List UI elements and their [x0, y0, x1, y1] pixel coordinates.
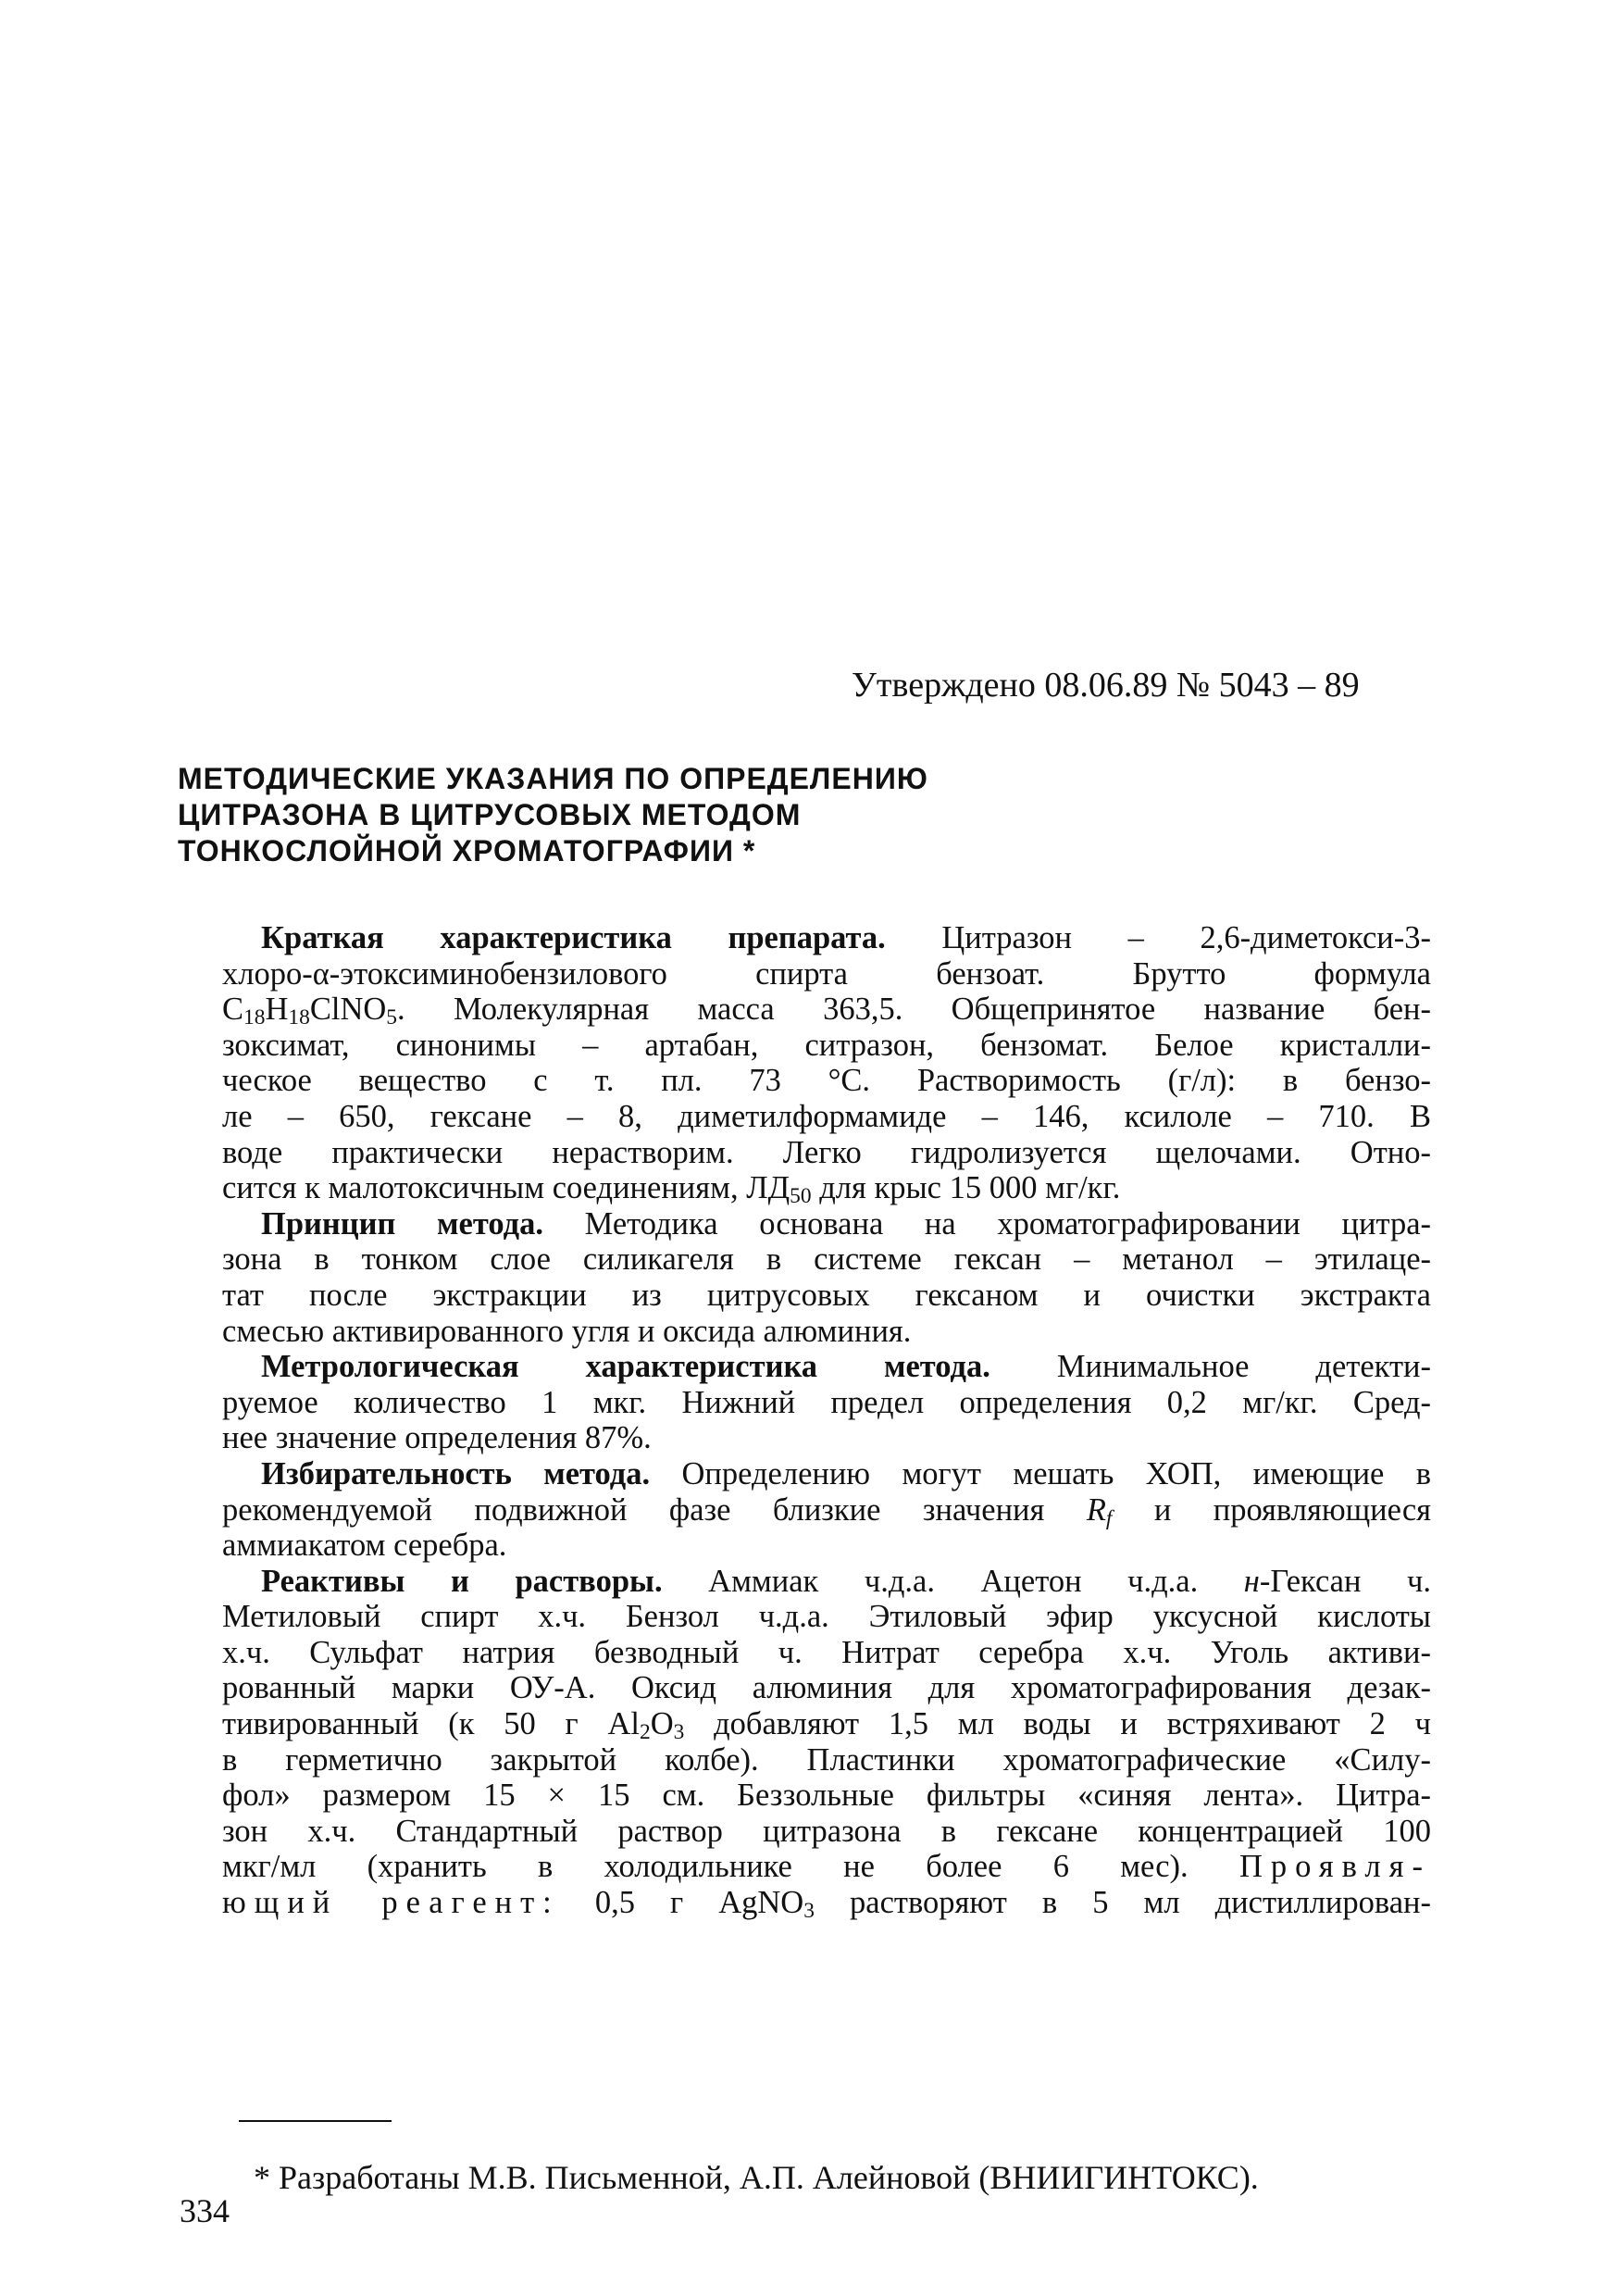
document-title	[178, 761, 1196, 869]
paragraph-line: рованный марки ОУ-А. Оксид алюминия для хроматографирования дезак-	[222, 1670, 1431, 1706]
text-run: растворяют в 5 мл дистиллирован-	[814, 1885, 1431, 1921]
subscript: 3	[803, 1899, 815, 1924]
paragraph-line: зона в тонком слое силикагеля в системе гексан – метанол – этилаце-	[222, 1242, 1431, 1278]
paragraph-line: фол» размером 15 × 15 см. Беззольные фильтры «синяя лента». Цитра-	[222, 1778, 1431, 1814]
text-run: и проявляющиеся	[1112, 1491, 1431, 1528]
paragraph-line: воде практически нерастворим. Легко гидролизуется щелочами. Отно-	[222, 1134, 1431, 1170]
italic-n: н	[1243, 1563, 1260, 1599]
rf-symbol: R	[1086, 1491, 1106, 1528]
formula-h: H	[265, 992, 289, 1028]
paragraph-line: нее значение определения 87%.	[222, 1420, 652, 1456]
paragraph-line: ле – 650, гексане – 8, диметилформамиде – 146, ксилоле – 710. В	[222, 1098, 1431, 1134]
section-heading-selectivity: Избирательность метода.	[261, 1455, 651, 1491]
text-run: добавляют 1,5 мл воды и встряхивают 2 ч	[684, 1706, 1431, 1742]
formula-c: C	[222, 992, 244, 1028]
document-body	[222, 920, 1432, 1924]
paragraph-line	[222, 1885, 1431, 1924]
section-heading-brief: Краткая характеристика препарата.	[261, 920, 886, 955]
paragraph-line: аммиакатом серебра.	[222, 1528, 507, 1564]
text-run: Методика основана на хроматографировании цитра-	[584, 1205, 1431, 1242]
paragraph-line: зоксимат, синонимы – артабан, ситразон, бензомат. Белое кристалли-	[222, 1027, 1431, 1063]
title-line-3: ТОНКОСЛОЙНОЙ ХРОМАТОГРАФИИ *	[178, 834, 756, 867]
subscript: 2	[639, 1720, 651, 1745]
text-run: Минимальное детекти-	[1056, 1349, 1432, 1385]
paragraph-line	[261, 1456, 1431, 1492]
paragraph-line: зон х.ч. Стандартный раствор цитразона в гексане концентрацией 100	[222, 1813, 1431, 1849]
subscript: 5	[386, 1005, 398, 1030]
paragraph-line	[222, 992, 1431, 1028]
paragraph-line: ческое вещество с т. пл. 73 °С. Растворимость (г/л): в бензо-	[222, 1063, 1431, 1099]
subscript: 18	[288, 1005, 310, 1030]
text-run: сится к малотоксичным соединениям, ЛД	[222, 1170, 790, 1206]
text-run: Определению могут мешать ХОП, имеющие в	[681, 1455, 1432, 1491]
paragraph-line	[222, 1849, 1431, 1885]
subscript: 50	[790, 1184, 812, 1209]
text-run: тивированный (к 50 г Al	[222, 1706, 640, 1742]
text-run: Аммиак ч.д.а. Ацетон ч.д.а.	[708, 1563, 1244, 1599]
text-run: мкг/мл (хранить в холодильнике не более 6 мес).	[222, 1849, 1239, 1885]
text-run: 0,5 г AgNO	[559, 1885, 804, 1921]
paragraph-line	[222, 1492, 1431, 1529]
paragraph-line: тат после экстракции из цитрусовых гексаном и очистки экстракта	[222, 1277, 1431, 1313]
footnote: * Разработаны М.В. Письменной, А.П. Алейновой (ВНИИГИНТОКС).	[254, 2159, 1259, 2196]
paragraph-line: в герметично закрытой колбе). Пластинки хроматографические «Силу-	[222, 1741, 1431, 1778]
text-run: для крыс 15 000 мг/кг.	[811, 1170, 1121, 1206]
formula-clno: ClNO	[309, 992, 387, 1028]
formula-o: O	[650, 1706, 674, 1742]
paragraph-line: смесью активированного угля и оксида алюминия.	[222, 1313, 912, 1349]
title-line-2: ЦИТРАЗОНА В ЦИТРУСОВЫХ МЕТОДОМ	[178, 798, 802, 831]
text-run: . Молекулярная масса 363,5. Общепринятое название бен-	[397, 992, 1431, 1028]
approval-stamp: Утверждено 08.06.89 № 5043 – 89	[852, 666, 1360, 705]
subscript: 18	[243, 1005, 266, 1030]
paragraph-line	[261, 1349, 1431, 1385]
text-run: Цитразон – 2,6-диметокси-3-	[941, 920, 1431, 955]
paragraph-line	[261, 1206, 1431, 1242]
page-number: 334	[180, 2192, 230, 2229]
text-run: рекомендуемой подвижной фазе близкие значения	[222, 1491, 1087, 1528]
title-line-1: МЕТОДИЧЕСКИЕ УКАЗАНИЯ ПО ОПРЕДЕЛЕНИЮ	[178, 762, 928, 795]
paragraph-line: х.ч. Сульфат натрия безводный ч. Нитрат серебра х.ч. Уголь активи-	[222, 1634, 1431, 1670]
paragraph-line: руемое количество 1 мкг. Нижний предел определения 0,2 мг/кг. Сред-	[222, 1384, 1431, 1420]
footnote-divider	[239, 2120, 392, 2122]
subscript: 3	[673, 1720, 685, 1745]
paragraph-line	[261, 1564, 1431, 1600]
section-heading-metrology: Метрологическая характеристика метода.	[261, 1349, 990, 1385]
paragraph-line	[222, 1706, 1431, 1745]
paragraph-line	[261, 920, 1431, 956]
spaced-term: Проявля-	[1238, 1849, 1431, 1885]
paragraph-line: хлоро-α-этоксиминобензилового спирта бензоат. Брутто формула	[222, 955, 1431, 992]
subscript: f	[1105, 1505, 1113, 1530]
text-run: -Гексан ч.	[1259, 1563, 1432, 1599]
section-heading-principle: Принцип метода.	[261, 1205, 543, 1242]
spaced-term: ющий реагент:	[222, 1885, 560, 1921]
section-heading-reagents: Реактивы и растворы.	[261, 1563, 663, 1599]
paragraph-line: Метиловый спирт х.ч. Бензол ч.д.а. Этиловый эфир уксусной кислоты	[222, 1599, 1431, 1635]
paragraph-line	[222, 1170, 1431, 1209]
